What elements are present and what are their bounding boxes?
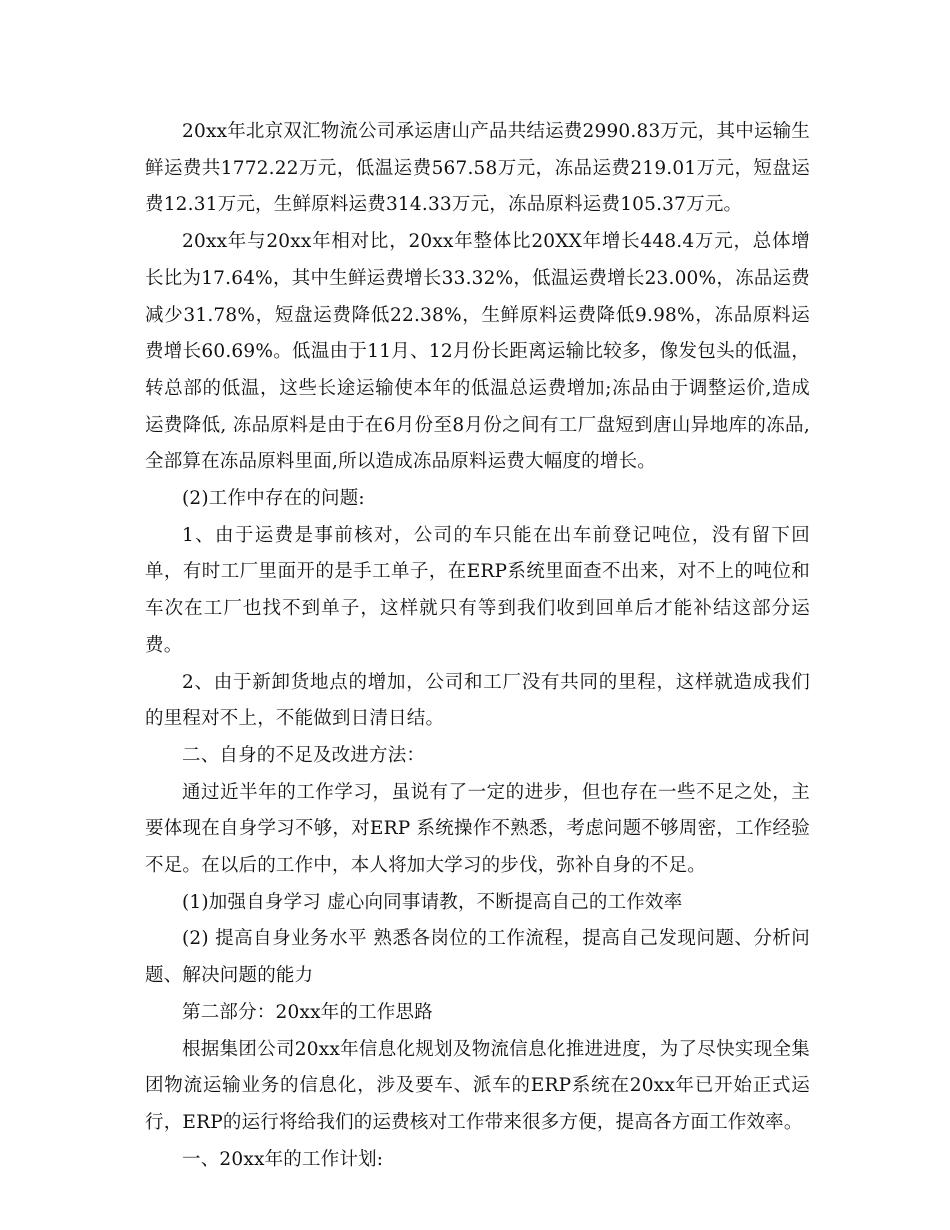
paragraph-self-review: 通过近半年的工作学习，虽说有了一定的进步，但也存在一些不足之处，主要体现在自身学习不够，对ERP 系统操作不熟悉，考虑问题不够周密，工作经验不足。在以后的工作中，本人将加大学习的步伐，弥补自身的不足。 xyxy=(145,781,810,877)
paragraph-informatization: 根据集团公司20xx年信息化规划及物流信息化推进进度，为了尽快实现全集团物流运输业务的信息化，涉及要车、派车的ERP系统在20xx年已开始正式运行，ERP的运行将给我们的运费核对工作带来很多方便，提高各方面工作效率。 xyxy=(145,1038,810,1133)
heading-existing-problems: (2)工作中存在的问题: xyxy=(182,488,365,510)
paragraph-problem-1: 1、由于运费是事前核对，公司的车只能在出车前登记吨位，没有留下回单，有时工厂里面开的是手工单子，在ERP系统里面查不出来，对不上的吨位和车次在工厂也找不到单子，这样就只有等到我们收到回单后才能补结这部分运费。 xyxy=(145,524,810,656)
paragraph-year-comparison: 20xx年与20xx年相对比，20xx年整体比20XX年增长448.4万元，总体增长比为17.64%，其中生鲜运费增长33.32%，低温运费增长23.00%，冻品运费减少31.78%，短盘运费降低22.38%，生鲜原料运费降低9.98%，冻品原料运费增长60.69%。低温由于11月、12月份长距离运输比较多，像发包头的低温，转总部的低温，这些长途运输使本年的低温总运费增加;冻品由于调整运价,造成运费降低, 冻品原料是由于在6月份至8月份之间有工厂盘短到唐山异地库的冻品,全部算在冻品原料里面,所以造成冻品原料运费大幅度的增长。 xyxy=(145,231,810,473)
paragraph-improvement-1: (1)加强自身学习 虚心向同事请教，不断提高自己的工作效率 xyxy=(182,891,683,913)
heading-part-two: 第二部分：20xx年的工作思路 xyxy=(182,1001,433,1023)
paragraph-problem-2: 2、由于新卸货地点的增加，公司和工厂没有共同的里程，这样就造成我们的里程对不上，不能做到日清日结。 xyxy=(145,671,810,730)
paragraph-freight-summary: 20xx年北京双汇物流公司承运唐山产品共结运费2990.83万元，其中运输生鲜运费共1772.22万元，低温运费567.58万元，冻品运费219.01万元，短盘运费12.31万元，生鲜原料运费314.33万元，冻品原料运费105.37万元。 xyxy=(145,121,811,216)
paragraph-improvement-2: (2) 提高自身业务水平 熟悉各岗位的工作流程，提高自己发现问题、分析问题、解决问题的能力 xyxy=(145,928,810,987)
document-body xyxy=(145,114,810,1178)
heading-shortcomings: 二、自身的不足及改进方法： xyxy=(182,744,426,766)
heading-work-plan: 一、20xx年的工作计划: xyxy=(182,1148,384,1170)
